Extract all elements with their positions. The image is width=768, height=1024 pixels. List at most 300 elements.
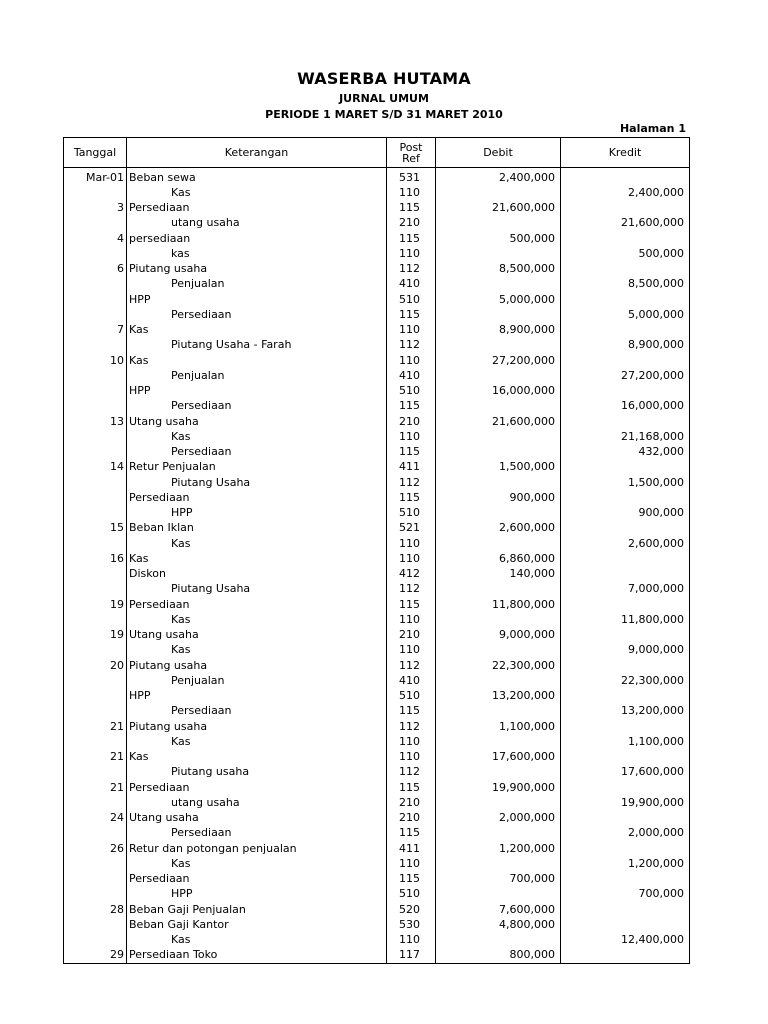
table-row [64,414,690,429]
entry-debit [436,399,561,414]
table-row [64,216,690,231]
table-row [64,521,690,536]
entry-debit: 6,860,000 [436,551,561,566]
table-row [64,185,690,200]
entry-post-ref: 110 [387,734,436,749]
entry-date: 10 [64,353,127,368]
entry-debit [436,612,561,627]
entry-date: 3 [64,201,127,216]
entry-credit: 500,000 [561,246,690,261]
entry-account: HPP [127,887,387,902]
entry-credit: 12,400,000 [561,933,690,948]
entry-date [64,689,127,704]
entry-date [64,338,127,353]
entry-debit [436,338,561,353]
entry-date [64,399,127,414]
entry-account: Piutang Usaha [127,582,387,597]
entry-post-ref: 410 [387,277,436,292]
entry-post-ref: 110 [387,750,436,765]
entry-account: kas [127,246,387,261]
table-row [64,902,690,917]
entry-debit: 700,000 [436,872,561,887]
table-row [64,582,690,597]
entry-account: Kas [127,323,387,338]
entry-account: Beban Gaji Kantor [127,917,387,932]
table-header-row [64,138,690,168]
entry-post-ref: 411 [387,841,436,856]
entry-credit [561,521,690,536]
table-row [64,262,690,277]
entry-credit [561,780,690,795]
entry-account: Kas [127,643,387,658]
entry-debit: 13,200,000 [436,689,561,704]
entry-post-ref: 412 [387,567,436,582]
entry-account: Piutang usaha [127,765,387,780]
post-ref-line-1: Post [399,140,423,154]
entry-account: Kas [127,429,387,444]
entry-debit: 1,100,000 [436,719,561,734]
entry-post-ref: 112 [387,719,436,734]
entry-post-ref: 112 [387,658,436,673]
table-row [64,704,690,719]
entry-debit [436,887,561,902]
entry-credit [561,841,690,856]
entry-account: Kas [127,185,387,200]
entry-date: 21 [64,780,127,795]
table-row [64,506,690,521]
entry-post-ref: 110 [387,246,436,261]
table-row [64,750,690,765]
entry-account: Kas [127,734,387,749]
entry-account: Persediaan [127,201,387,216]
company-title: WASERBA HUTAMA [297,69,471,88]
entry-debit: 500,000 [436,231,561,246]
entry-debit [436,643,561,658]
entry-account: Penjualan [127,277,387,292]
table-row [64,917,690,932]
table-row [64,780,690,795]
entry-debit [436,734,561,749]
entry-post-ref: 115 [387,490,436,505]
entry-date [64,612,127,627]
entry-debit: 19,900,000 [436,780,561,795]
entry-account: Piutang Usaha - Farah [127,338,387,353]
entry-post-ref: 210 [387,795,436,810]
entry-date: 4 [64,231,127,246]
entry-debit [436,216,561,231]
entry-account: Persediaan [127,780,387,795]
entry-date: 28 [64,902,127,917]
entry-date [64,506,127,521]
entry-date [64,216,127,231]
entry-account: Persediaan [127,490,387,505]
entry-debit: 1,500,000 [436,460,561,475]
entry-credit [561,689,690,704]
column-header-debit: Debit [436,138,561,168]
entry-date: 19 [64,597,127,612]
table-row [64,734,690,749]
column-header-description: Keterangan [127,138,387,168]
table-row [64,490,690,505]
post-ref-line-2: Ref [402,151,420,165]
entry-debit: 5,000,000 [436,292,561,307]
entry-credit [561,414,690,429]
entry-account: Utang usaha [127,628,387,643]
entry-credit: 8,900,000 [561,338,690,353]
entry-credit [561,551,690,566]
entry-credit: 2,400,000 [561,185,690,200]
entry-account: Diskon [127,567,387,582]
table-row [64,673,690,688]
entry-post-ref: 115 [387,231,436,246]
table-row [64,551,690,566]
entry-account: HPP [127,292,387,307]
entry-debit [436,704,561,719]
entry-debit [436,429,561,444]
entry-date [64,856,127,871]
table-row [64,246,690,261]
entry-account: Retur Penjualan [127,460,387,475]
entry-debit [436,536,561,551]
entry-post-ref: 110 [387,612,436,627]
period-label: PERIODE 1 MARET S/D 31 MARET 2010 [265,108,503,121]
entry-credit: 9,000,000 [561,643,690,658]
entry-date [64,307,127,322]
entry-account: Persediaan [127,307,387,322]
entry-debit: 8,900,000 [436,323,561,338]
entry-credit: 11,800,000 [561,612,690,627]
entry-credit: 27,200,000 [561,368,690,383]
table-row [64,429,690,444]
table-row [64,368,690,383]
entry-date: Mar-01 [64,168,127,186]
column-header-post-ref [387,138,436,168]
entry-account: utang usaha [127,216,387,231]
table-row [64,277,690,292]
entry-post-ref: 112 [387,262,436,277]
entry-date [64,490,127,505]
entry-credit [561,292,690,307]
table-row [64,338,690,353]
entry-credit: 1,500,000 [561,475,690,490]
entry-credit: 7,000,000 [561,582,690,597]
entry-debit: 22,300,000 [436,658,561,673]
entry-debit [436,765,561,780]
table-row [64,719,690,734]
entry-post-ref: 510 [387,689,436,704]
entry-date [64,384,127,399]
entry-post-ref: 210 [387,414,436,429]
table-row [64,168,690,186]
entry-account: Piutang Usaha [127,475,387,490]
entry-date [64,795,127,810]
entry-post-ref: 110 [387,185,436,200]
entry-date [64,887,127,902]
entry-post-ref: 112 [387,338,436,353]
entry-credit [561,460,690,475]
entry-post-ref: 115 [387,597,436,612]
entry-credit: 19,900,000 [561,795,690,810]
entry-post-ref: 531 [387,168,436,186]
entry-credit [561,917,690,932]
entry-account: Persediaan [127,704,387,719]
entry-credit: 21,600,000 [561,216,690,231]
entry-credit [561,750,690,765]
entry-post-ref: 110 [387,856,436,871]
journal-table [63,137,690,964]
table-row [64,384,690,399]
table-row [64,948,690,964]
table-row [64,231,690,246]
table-row [64,201,690,216]
entry-post-ref: 110 [387,536,436,551]
entry-post-ref: 115 [387,704,436,719]
entry-date [64,277,127,292]
entry-credit [561,384,690,399]
entry-date [64,704,127,719]
entry-post-ref: 510 [387,887,436,902]
entry-credit: 16,000,000 [561,399,690,414]
entry-credit [561,811,690,826]
entry-credit: 432,000 [561,445,690,460]
entry-credit: 700,000 [561,887,690,902]
table-row [64,292,690,307]
entry-post-ref: 110 [387,429,436,444]
entry-post-ref: 110 [387,551,436,566]
table-row [64,353,690,368]
entry-debit: 1,200,000 [436,841,561,856]
entry-date: 20 [64,658,127,673]
entry-post-ref: 510 [387,384,436,399]
entry-account: Persediaan [127,597,387,612]
entry-credit [561,231,690,246]
entry-account: Kas [127,551,387,566]
entry-account: Piutang usaha [127,719,387,734]
table-row [64,658,690,673]
entry-post-ref: 110 [387,323,436,338]
entry-post-ref: 210 [387,628,436,643]
entry-credit [561,872,690,887]
table-row [64,567,690,582]
entry-debit: 17,600,000 [436,750,561,765]
entry-debit [436,856,561,871]
entry-date [64,292,127,307]
entry-debit: 2,400,000 [436,168,561,186]
entry-date [64,643,127,658]
entry-account: HPP [127,506,387,521]
entry-debit: 900,000 [436,490,561,505]
entry-post-ref: 115 [387,307,436,322]
entry-debit: 7,600,000 [436,902,561,917]
entry-account: Utang usaha [127,414,387,429]
entry-debit [436,933,561,948]
entry-date: 26 [64,841,127,856]
entry-credit [561,323,690,338]
entry-account: Beban Gaji Penjualan [127,902,387,917]
entry-debit: 16,000,000 [436,384,561,399]
entry-account: Persediaan [127,445,387,460]
entry-account: Piutang usaha [127,658,387,673]
entry-account: Penjualan [127,673,387,688]
entry-post-ref: 112 [387,475,436,490]
entry-debit: 27,200,000 [436,353,561,368]
entry-account: Kas [127,856,387,871]
entry-date: 16 [64,551,127,566]
entry-date [64,872,127,887]
table-row [64,460,690,475]
entry-account: Kas [127,933,387,948]
table-row [64,765,690,780]
entry-date [64,765,127,780]
table-row [64,323,690,338]
table-row [64,856,690,871]
entry-credit: 1,200,000 [561,856,690,871]
entry-debit [436,795,561,810]
entry-credit: 8,500,000 [561,277,690,292]
table-row [64,628,690,643]
entry-debit [436,673,561,688]
entry-debit [436,445,561,460]
entry-date [64,826,127,841]
entry-date: 21 [64,750,127,765]
entry-credit [561,353,690,368]
entry-credit: 17,600,000 [561,765,690,780]
entry-account: Persediaan Toko [127,948,387,964]
table-row [64,841,690,856]
entry-debit: 2,000,000 [436,811,561,826]
entry-date [64,567,127,582]
entry-date [64,917,127,932]
entry-date: 14 [64,460,127,475]
entry-date [64,582,127,597]
entry-credit: 5,000,000 [561,307,690,322]
entry-post-ref: 115 [387,780,436,795]
entry-date [64,429,127,444]
entry-account: Piutang usaha [127,262,387,277]
table-row [64,612,690,627]
entry-date: 19 [64,628,127,643]
entry-credit: 2,000,000 [561,826,690,841]
entry-post-ref: 110 [387,933,436,948]
entry-debit: 21,600,000 [436,201,561,216]
entry-account: Kas [127,750,387,765]
table-row [64,826,690,841]
entry-post-ref: 411 [387,460,436,475]
entry-credit: 900,000 [561,506,690,521]
entry-debit: 21,600,000 [436,414,561,429]
table-row [64,475,690,490]
entry-date: 7 [64,323,127,338]
entry-post-ref: 210 [387,216,436,231]
entry-credit [561,567,690,582]
entry-post-ref: 115 [387,826,436,841]
entry-account: Persediaan [127,826,387,841]
entry-post-ref: 210 [387,811,436,826]
entry-post-ref: 510 [387,506,436,521]
entry-date [64,445,127,460]
table-row [64,643,690,658]
entry-date [64,246,127,261]
entry-date [64,734,127,749]
entry-debit: 140,000 [436,567,561,582]
entry-credit [561,948,690,964]
entry-post-ref: 521 [387,521,436,536]
entry-post-ref: 520 [387,902,436,917]
entry-post-ref: 530 [387,917,436,932]
entry-debit [436,506,561,521]
entry-date [64,933,127,948]
entry-credit [561,658,690,673]
entry-debit: 9,000,000 [436,628,561,643]
entry-debit: 11,800,000 [436,597,561,612]
table-row [64,933,690,948]
entry-credit [561,719,690,734]
entry-debit [436,277,561,292]
entry-post-ref: 510 [387,292,436,307]
table-row [64,399,690,414]
entry-debit [436,582,561,597]
entry-account: Kas [127,536,387,551]
entry-debit [436,185,561,200]
table-row [64,795,690,810]
entry-account: Kas [127,612,387,627]
entry-post-ref: 115 [387,399,436,414]
entry-account: Retur dan potongan penjualan [127,841,387,856]
entry-credit: 13,200,000 [561,704,690,719]
entry-post-ref: 110 [387,643,436,658]
table-row [64,445,690,460]
entry-debit: 8,500,000 [436,262,561,277]
entry-post-ref: 117 [387,948,436,964]
entry-account: utang usaha [127,795,387,810]
entry-account: persediaan [127,231,387,246]
entry-date: 24 [64,811,127,826]
column-header-date: Tanggal [64,138,127,168]
page-number: Halaman 1 [619,122,686,135]
journal-subtitle: JURNAL UMUM [339,92,429,105]
entry-post-ref: 410 [387,673,436,688]
entry-credit: 22,300,000 [561,673,690,688]
entry-debit [436,246,561,261]
entry-date: 15 [64,521,127,536]
journal-body [64,168,690,964]
entry-account: Persediaan [127,872,387,887]
entry-date: 6 [64,262,127,277]
entry-debit [436,368,561,383]
table-row [64,307,690,322]
entry-date: 21 [64,719,127,734]
entry-credit [561,262,690,277]
table-row [64,811,690,826]
entry-account: Utang usaha [127,811,387,826]
entry-credit [561,490,690,505]
entry-credit: 21,168,000 [561,429,690,444]
entry-credit [561,902,690,917]
entry-account: Penjualan [127,368,387,383]
entry-post-ref: 115 [387,201,436,216]
entry-date [64,368,127,383]
entry-credit: 2,600,000 [561,536,690,551]
table-row [64,597,690,612]
entry-post-ref: 110 [387,353,436,368]
entry-post-ref: 112 [387,582,436,597]
entry-date [64,185,127,200]
entry-date [64,536,127,551]
entry-debit [436,307,561,322]
entry-debit [436,475,561,490]
entry-account: Persediaan [127,399,387,414]
entry-account: HPP [127,689,387,704]
